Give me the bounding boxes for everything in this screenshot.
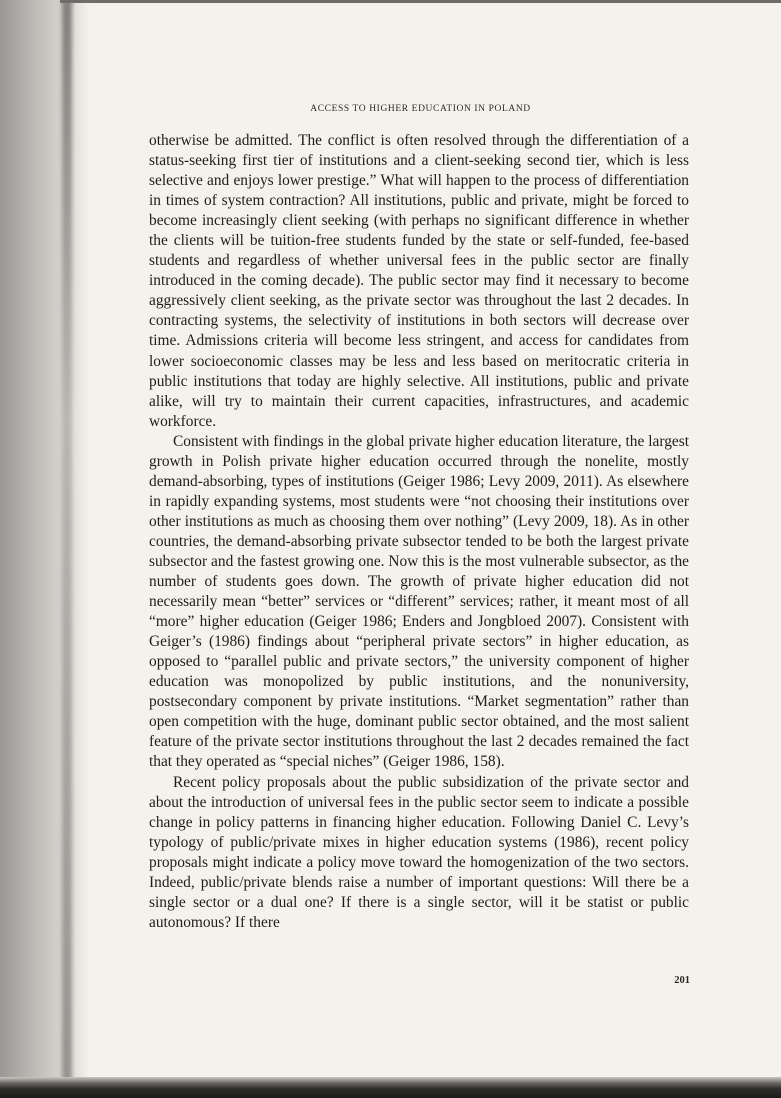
- running-head: ACCESS TO HIGHER EDUCATION IN POLAND: [310, 104, 531, 114]
- page-top-edge: [60, 0, 781, 3]
- book-gutter-shadow: [0, 0, 90, 1098]
- paragraph-1: otherwise be admitted. The conflict is often resolved through the differentiation of a status-seeking first tier of institutions and a client-seeking second tier, which is less selective and enjoys lower prestige.” What will happen to the process of differentiation in times of system contraction? All institutions, public and private, might be forced to become increasingly client seeking (with perhaps no significant difference in whether the clients will be tuition-free students funded by the state or self-funded, fee-based students and regardless of whether universal fees in the public sector are finally introduced in the coming decade). The public sector may find it necessary to become aggressively client seeking, as the private sector was throughout the last 2 decades. In contracting systems, the selectivity of institutions in both sectors will decrease over time. Admissions criteria will become less stringent, and access for candidates from lower socioeconomic classes may be less and less based on meritocratic criteria in public institutions that today are highly selective. All institutions, public and private alike, will try to maintain their current capacities, infrastructures, and academic workforce.: [149, 132, 689, 430]
- page-number: 201: [674, 975, 690, 986]
- paragraph-2: Consistent with findings in the global private higher education literature, the largest growth in Polish private higher education occurred through the nonelite, mostly demand-absorbing, types of institutions (Geiger 1986; Levy 2009, 2011). As elsewhere in rapidly expanding systems, most students were “not choosing their institutions over other institutions as much as choosing them over nothing” (Levy 2009, 18). As in other countries, the demand-absorbing private subsector tended to be both the largest private subsector and the fastest growing one. Now this is the most vulnerable subsector, as the number of students goes down. The growth of private higher education did not necessarily mean “better” services or “different” services; rather, it meant most of all “more” higher education (Geiger 1986; Enders and Jongbloed 2007). Consistent with Geiger’s (1986) findings about “peripheral private sectors” in higher education, as opposed to “parallel public and private sectors,” the university component of higher education was monopolized by public institutions, and the nonuniversity, postsecondary component by private institutions. “Market segmentation” rather than open competition with the huge, dominant public sector obtained, and the most salient feature of the private sector institutions throughout the last 2 decades remained the fact that they operated as “special niches” (Geiger 1986, 158).: [149, 432, 689, 771]
- paragraph-3: Recent policy proposals about the public subsidization of the private sector and about the introduction of universal fees in the public sector seem to indicate a possible change in policy patterns in financing higher education. Following Daniel C. Levy’s typology of public/private mixes in higher education systems (1986), recent policy proposals might indicate a policy move toward the homogenization of the two sectors. Indeed, public/private blends raise a number of important questions: Will there be a single sector or a dual one? If there is a single sector, will it be statist or public autonomous? If there: [149, 773, 689, 931]
- gutter-fold-line: [62, 0, 72, 1098]
- body-text: [149, 131, 689, 933]
- page-bottom-edge: [0, 1077, 781, 1098]
